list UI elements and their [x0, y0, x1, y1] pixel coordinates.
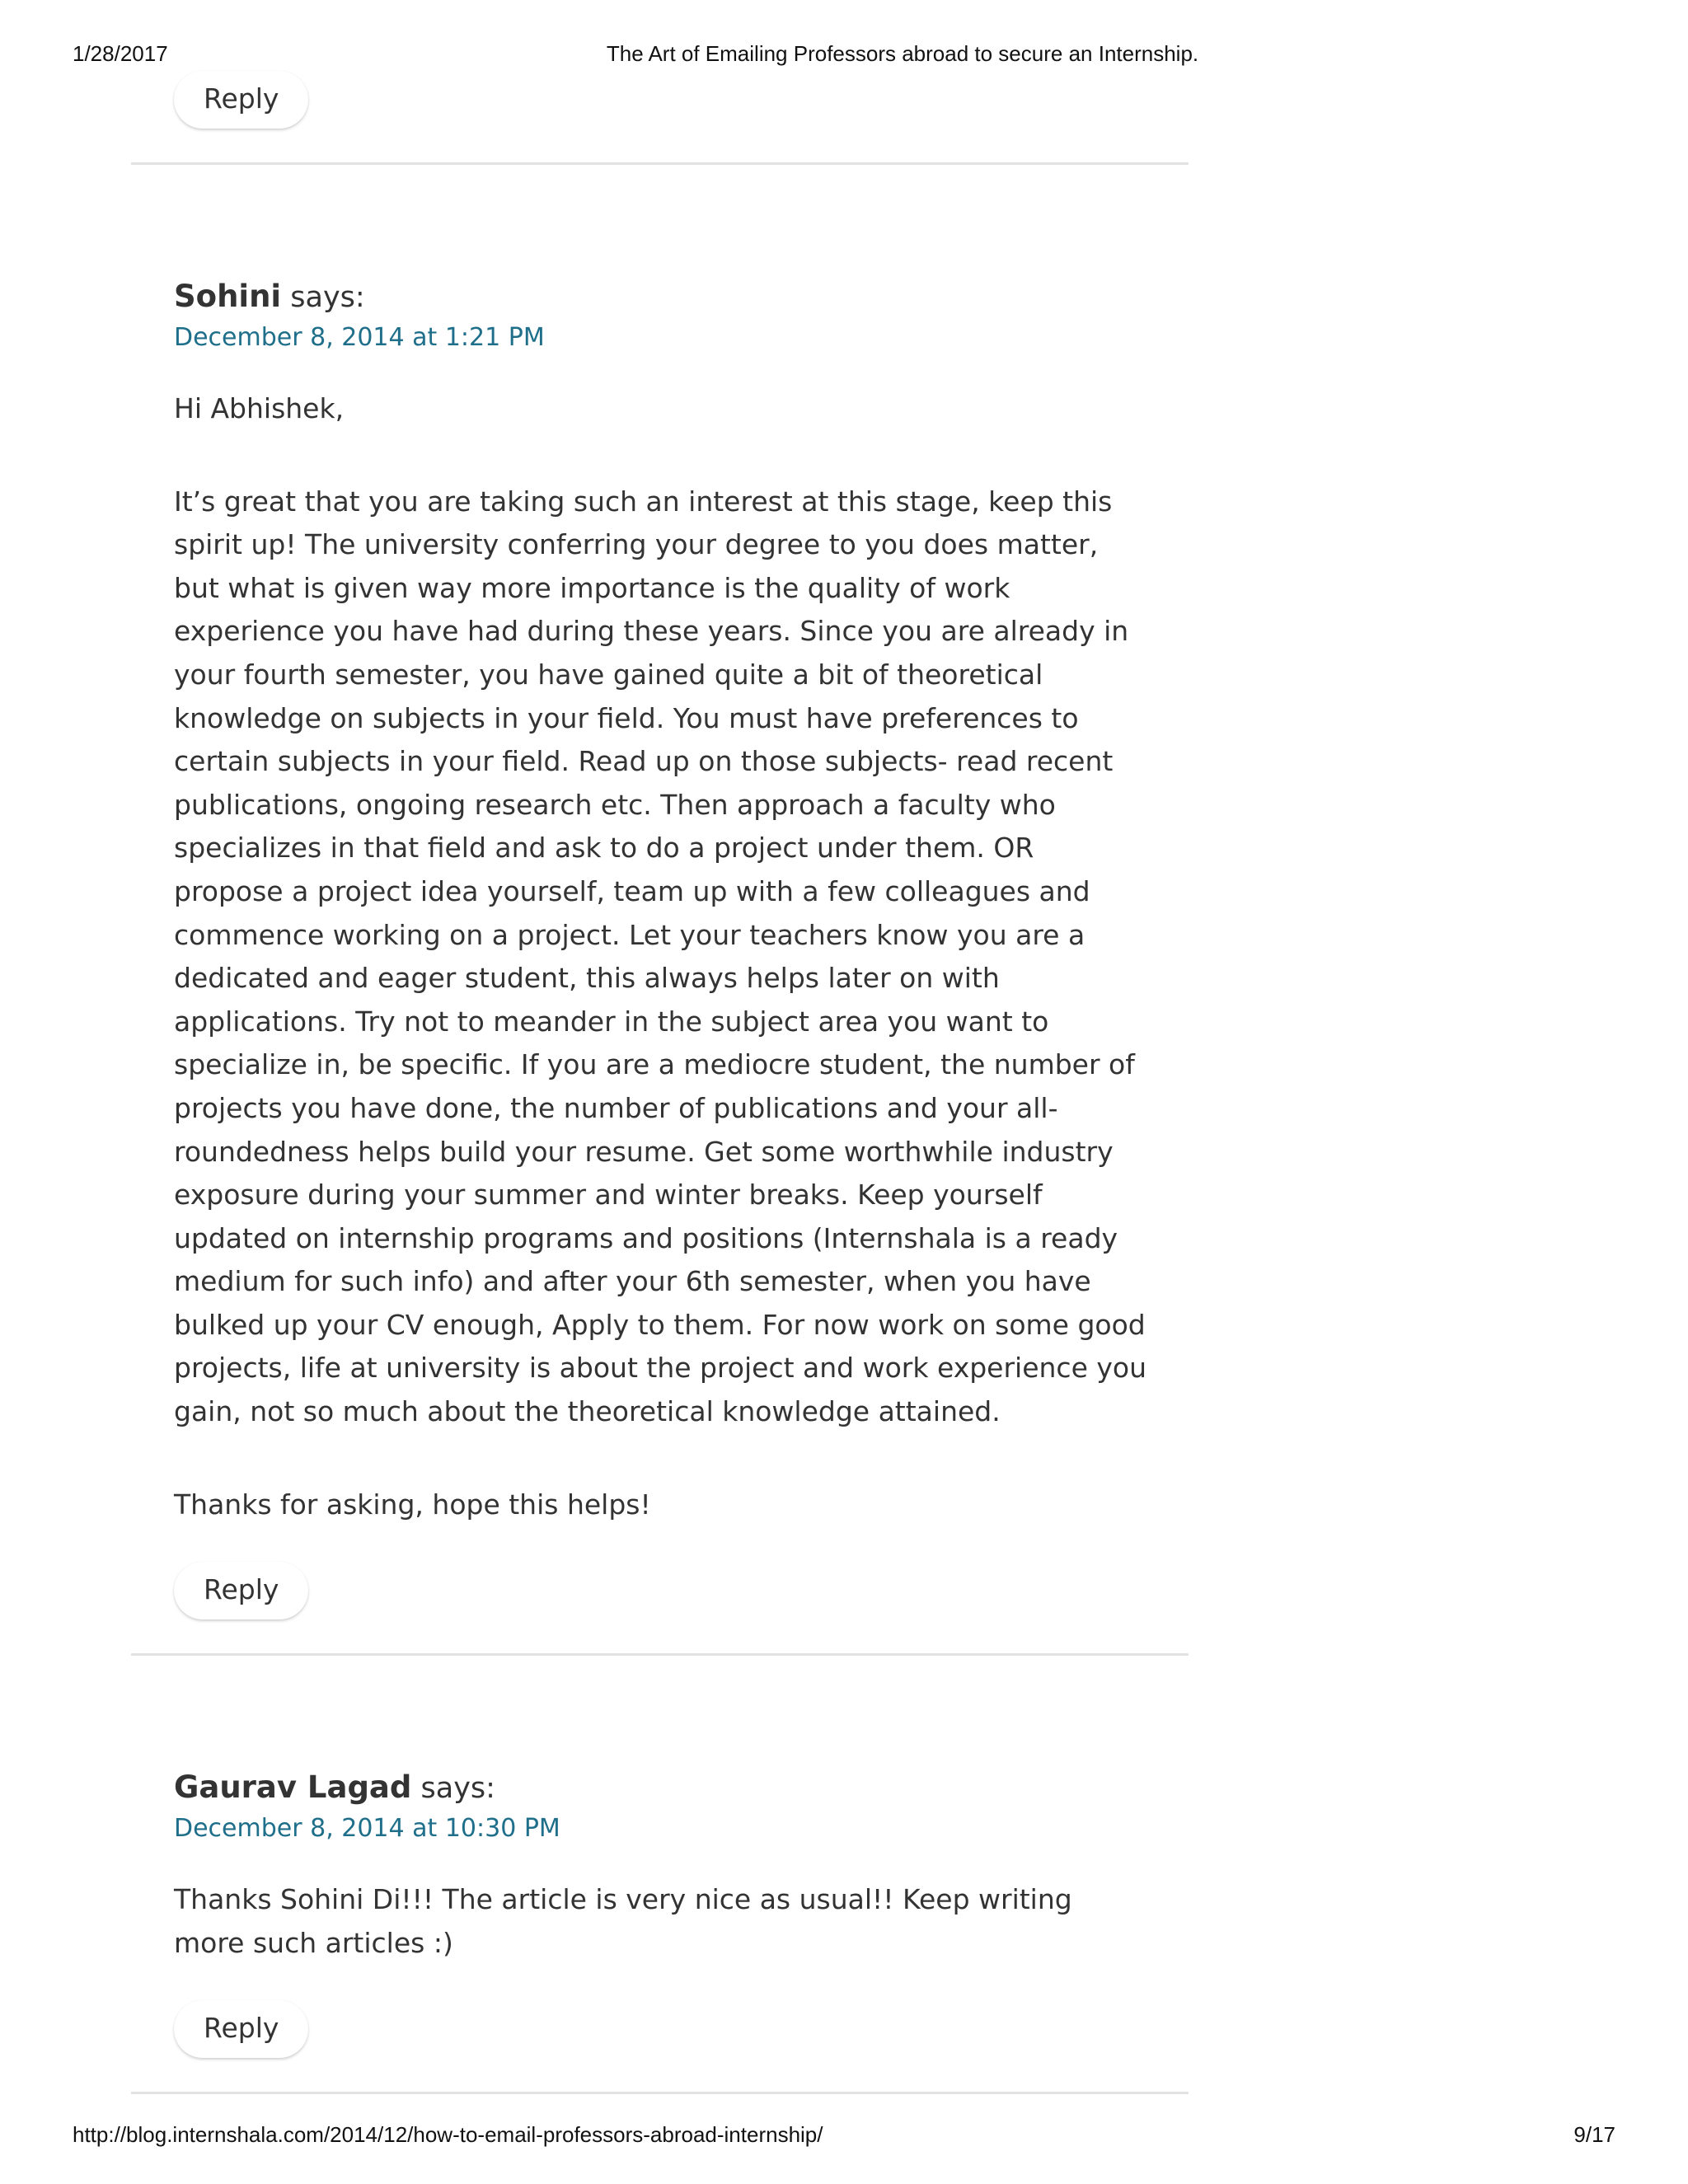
reply-row	[174, 1562, 1189, 1619]
print-footer-url: http://blog.internshala.com/2014/12/how-to-email-professors-abroad-internship/	[73, 2122, 823, 2147]
comment-author-name: Gaurav Lagad	[174, 1769, 412, 1806]
comment-author-line	[174, 278, 1189, 316]
comment-divider	[131, 1653, 1189, 1656]
reply-row	[174, 2000, 1189, 2058]
comment-paragraph: Hi Abhishek,	[174, 392, 345, 424]
says-label: says:	[420, 1772, 495, 1806]
says-label: says:	[290, 281, 365, 314]
comment-paragraph: Thanks Sohini Di!!! The article is very nice as usual!! Keep writing more such articles :)	[174, 1883, 1072, 1959]
print-footer-page-number: 9/17	[1573, 2122, 1615, 2147]
comment-paragraph: It’s great that you are taking such an interest at this stage, keep this spirit up! The university conferring your degree to you does matter, but what is given way more importance is the quality of work experience you have had during these years. Since you are already in your fourth semester, you have gained quite a bit of theoretical knowledge on subjects in your field. You must have preferences to certain subjects in your field. Read up on those subjects- read recent publications, ongoing research etc. Then approach a faculty who specializes in that field and ask to do a project under them. OR propose a project idea yourself, team up with a few colleagues and commence working on a project. Let your teachers know you are a dedicated and eager student, this always helps later on with applications. Try not to meander in the subject area you want to specialize in, be specific. If you are a mediocre student, the number of projects you have done, the number of publications and your all-roundedness helps build your resume. Get some worthwhile industry exposure during your summer and winter breaks. Keep yourself updated on internship programs and positions (Internshala is a ready medium for such info) and after your 6th semester, when you have bulked up your CV enough, Apply to them. For now work on some good projects, life at university is about the project and work experience you gain, not so much about the theoretical knowledge attained.	[174, 485, 1146, 1428]
comment-paragraph: Thanks for asking, hope this helps!	[174, 1488, 651, 1521]
print-header-title: The Art of Emailing Professors abroad to secure an Internship.	[606, 41, 1199, 66]
comment-divider	[131, 2092, 1189, 2094]
comment-divider	[131, 162, 1189, 165]
comment-sohini	[131, 278, 1189, 1619]
comment-date-link[interactable]: December 8, 2014 at 10:30 PM	[174, 1814, 560, 1844]
comment-list	[131, 71, 1189, 2094]
previous-comment-reply-row	[131, 71, 1189, 129]
comment-author-line	[174, 1769, 1189, 1807]
comment-author-name: Sohini	[174, 279, 282, 314]
comment-gaurav-lagad	[131, 1769, 1189, 2058]
reply-button[interactable]: Reply	[174, 1562, 308, 1619]
print-header-date: 1/28/2017	[73, 41, 168, 66]
reply-button[interactable]: Reply	[174, 2000, 308, 2058]
previous-comment-reply-button[interactable]: Reply	[174, 71, 308, 129]
comment-date-link[interactable]: December 8, 2014 at 1:21 PM	[174, 323, 545, 352]
